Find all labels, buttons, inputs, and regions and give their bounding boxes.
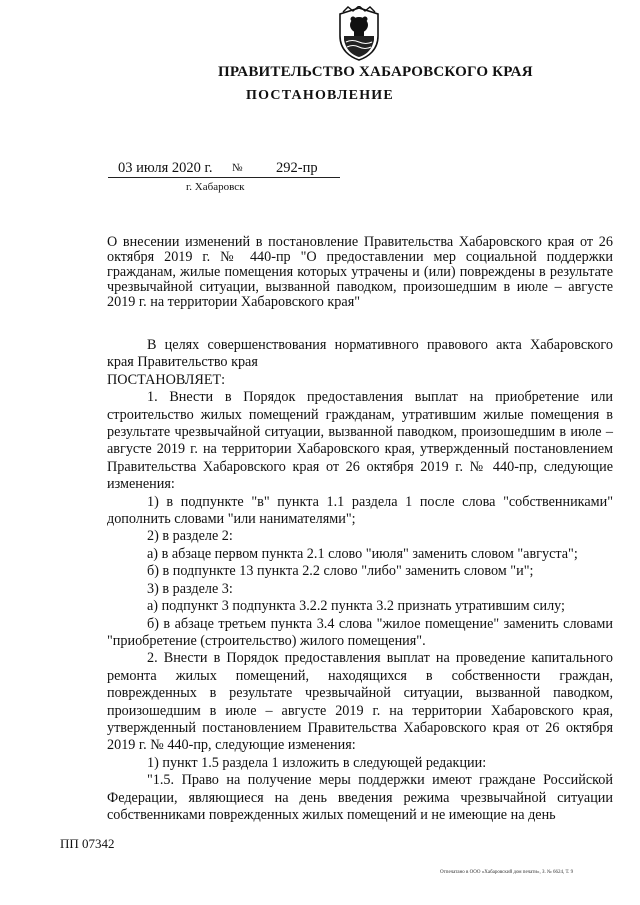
body-paragraph: 1) в подпункте "в" пункта 1.1 раздела 1 после слова "собственниками" дополнить словами "или нанимателями"; xyxy=(107,493,613,528)
number-sign: № xyxy=(232,162,243,174)
document-type: ПОСТАНОВЛЕНИЕ xyxy=(246,88,394,103)
decree-number: 292-пр xyxy=(276,160,318,176)
print-note: Отпечатано в ООО «Хабаровский дом печати», З. № 6624, Т. 9 xyxy=(440,870,574,875)
body-paragraph: 2) в разделе 2: xyxy=(147,528,233,545)
body-paragraph: 2. Внести в Порядок предоставления выплат на проведение капитального ремонта жилых помещений, находящихся в собственности граждан, поврежденных в результате чрезвычайной ситуации, вызванной паводком, произошедшим в июле – августе 2019 г. на территории Хабаровского края, утвержденный постановлением Правительства Хабаровского края от 26 октября 2019 г. № 440-пр, следующие изменения: xyxy=(107,650,613,754)
decree-body xyxy=(107,337,613,824)
body-paragraph: 3) в разделе 3: xyxy=(147,580,233,597)
body-paragraph: "1.5. Право на получение меры поддержки имеют граждане Российской Федерации, являющиеся на день введения режима чрезвычайной ситуации собственниками поврежденных жилых помещений и не имеющие на день xyxy=(107,772,613,823)
intro-paragraph: В целях совершенствования нормативного правового акта Хабаровского края Правительство края xyxy=(107,337,613,371)
dateline-underline xyxy=(108,177,340,178)
city-name: г. Хабаровск xyxy=(186,181,245,193)
body-paragraph: б) в абзаце третьем пункта 3.4 слова "жилое помещение" заменить словами "приобретение (строительство) жилого помещения". xyxy=(107,615,613,649)
decree-title: О внесении изменений в постановление Правительства Хабаровского края от 26 октября 2019 г. № 440-пр "О предоставлении мер социальной поддержки гражданам, жилые помещения которых утрачены и (или) повреждены в результате чрезвычайной ситуации, вызванной паводком, произошедшим в июле – августе 2019 г. на территории Хабаровского края" xyxy=(107,234,613,310)
government-name: ПРАВИТЕЛЬСТВО ХАБАРОВСКОГО КРАЯ xyxy=(218,64,533,80)
body-paragraph: 1) пункт 1.5 раздела 1 изложить в следующей редакции: xyxy=(147,754,487,771)
body-paragraph: 1. Внести в Порядок предоставления выплат на приобретение или строительство жилых помещений гражданам, утратившим жилые помещения в результате чрезвычайной ситуации, вызванной паводком, произошедшим в июле – августе 2019 г. на территории Хабаровского края, утвержденный постановлением Правительства Хабаровского края от 26 октября 2019 г. № 440-пр, следующие изменения: xyxy=(107,389,613,493)
body-paragraph: б) в подпункте 13 пункта 2.2 слово "либо" заменить словом "и"; xyxy=(147,563,534,580)
date-number-line xyxy=(108,160,340,180)
coat-of-arms-icon xyxy=(334,6,384,62)
resolves-heading: ПОСТАНОВЛЯЕТ: xyxy=(107,371,226,388)
decree-date: 03 июля 2020 г. xyxy=(118,160,213,176)
body-paragraph: а) подпункт 3 подпункта 3.2.2 пункта 3.2 признать утратившим силу; xyxy=(147,598,566,615)
body-paragraph: а) в абзаце первом пункта 2.1 слово "июля" заменить словом "августа"; xyxy=(147,545,578,562)
document-code: ПП 07342 xyxy=(60,836,115,851)
